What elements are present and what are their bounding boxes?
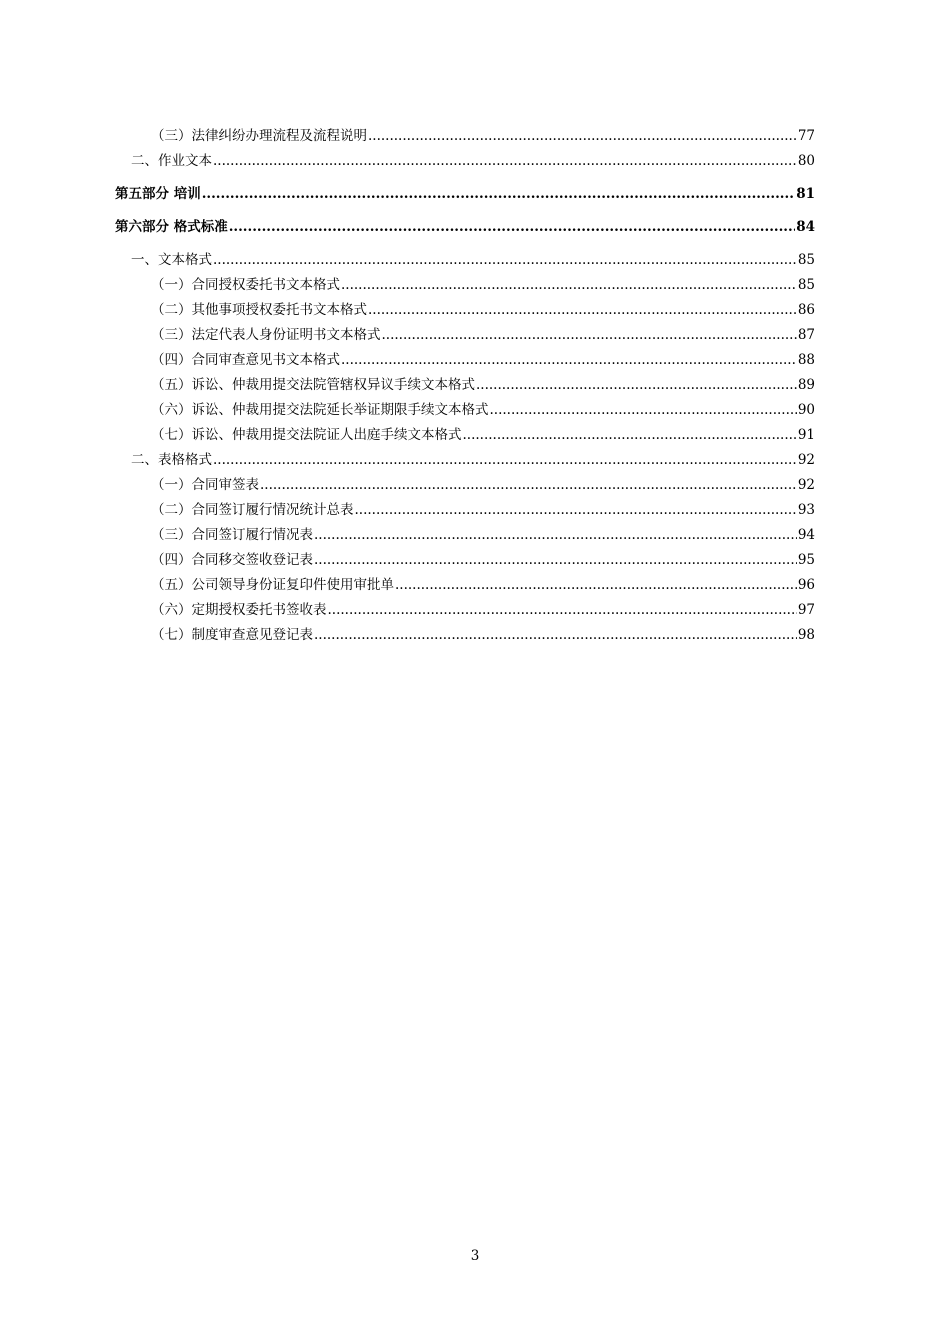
toc-dot-leader bbox=[382, 323, 797, 348]
toc-entry[interactable] bbox=[115, 398, 815, 423]
toc-entry[interactable] bbox=[115, 473, 815, 498]
toc-dot-leader bbox=[341, 273, 797, 298]
toc-dot-leader bbox=[202, 178, 796, 211]
toc-entry-label: 第五部分 培训 bbox=[115, 186, 201, 202]
toc-entry-label: 一、文本格式 bbox=[131, 252, 212, 268]
toc-entry-label: 二、表格格式 bbox=[131, 452, 212, 468]
table-of-contents bbox=[115, 124, 815, 648]
toc-entry-label: （七）制度审查意见登记表 bbox=[151, 627, 313, 643]
toc-entry-label: （三）合同签订履行情况表 bbox=[151, 527, 313, 543]
toc-entry-page: 91 bbox=[797, 427, 815, 443]
toc-dot-leader bbox=[476, 373, 797, 398]
toc-entry-label: （一）合同授权委托书文本格式 bbox=[151, 277, 340, 293]
toc-entry-page: 97 bbox=[797, 602, 815, 618]
toc-entry-page: 92 bbox=[797, 477, 815, 493]
toc-entry-page: 94 bbox=[797, 527, 815, 543]
toc-entry-page: 80 bbox=[797, 153, 815, 169]
toc-entry[interactable] bbox=[115, 248, 815, 273]
toc-entry-label: （五）公司领导身份证复印件使用审批单 bbox=[151, 577, 394, 593]
toc-entry[interactable] bbox=[115, 298, 815, 323]
toc-entry-page: 86 bbox=[797, 302, 815, 318]
toc-entry-label: （三）法定代表人身份证明书文本格式 bbox=[151, 327, 381, 343]
toc-entry-label: （二）合同签订履行情况统计总表 bbox=[151, 502, 354, 518]
toc-entry[interactable] bbox=[115, 423, 815, 448]
toc-part-entry[interactable] bbox=[115, 178, 815, 211]
toc-entry-page: 84 bbox=[796, 219, 815, 235]
toc-entry-label: 第六部分 格式标准 bbox=[115, 219, 228, 235]
toc-entry[interactable] bbox=[115, 273, 815, 298]
toc-dot-leader bbox=[314, 548, 797, 573]
toc-entry-label: （二）其他事项授权委托书文本格式 bbox=[151, 302, 367, 318]
toc-dot-leader bbox=[260, 473, 797, 498]
toc-entry-page: 90 bbox=[797, 402, 815, 418]
toc-entry[interactable] bbox=[115, 348, 815, 373]
toc-entry[interactable] bbox=[115, 598, 815, 623]
toc-entry[interactable] bbox=[115, 498, 815, 523]
toc-entry-label: （四）合同审查意见书文本格式 bbox=[151, 352, 340, 368]
toc-entry-page: 85 bbox=[797, 277, 815, 293]
toc-entry-page: 88 bbox=[797, 352, 815, 368]
toc-entry-page: 95 bbox=[797, 552, 815, 568]
toc-entry-page: 87 bbox=[797, 327, 815, 343]
toc-entry[interactable] bbox=[115, 448, 815, 473]
toc-entry[interactable] bbox=[115, 149, 815, 174]
toc-dot-leader bbox=[463, 423, 797, 448]
toc-entry-page: 92 bbox=[797, 452, 815, 468]
toc-entry[interactable] bbox=[115, 323, 815, 348]
toc-dot-leader bbox=[213, 149, 797, 174]
toc-entry[interactable] bbox=[115, 124, 815, 149]
toc-entry-label: （五）诉讼、仲裁用提交法院管辖权异议手续文本格式 bbox=[151, 377, 475, 393]
toc-part-entry[interactable] bbox=[115, 211, 815, 244]
toc-entry-page: 96 bbox=[797, 577, 815, 593]
toc-entry-label: （三）法律纠纷办理流程及流程说明 bbox=[151, 128, 367, 144]
toc-entry-label: （六）诉讼、仲裁用提交法院延长举证期限手续文本格式 bbox=[151, 402, 489, 418]
toc-entry-label: （七）诉讼、仲裁用提交法院证人出庭手续文本格式 bbox=[151, 427, 462, 443]
toc-entry-label: 二、作业文本 bbox=[131, 153, 212, 169]
toc-dot-leader bbox=[328, 598, 797, 623]
toc-dot-leader bbox=[368, 124, 797, 149]
toc-entry-page: 77 bbox=[797, 128, 815, 144]
toc-entry-label: （一）合同审签表 bbox=[151, 477, 259, 493]
toc-entry-label: （四）合同移交签收登记表 bbox=[151, 552, 313, 568]
toc-dot-leader bbox=[314, 623, 797, 648]
toc-dot-leader bbox=[314, 523, 797, 548]
toc-dot-leader bbox=[229, 211, 796, 244]
toc-entry[interactable] bbox=[115, 573, 815, 598]
page-number: 3 bbox=[470, 1248, 480, 1264]
toc-entry-page: 98 bbox=[797, 627, 815, 643]
toc-entry[interactable] bbox=[115, 548, 815, 573]
toc-entry[interactable] bbox=[115, 523, 815, 548]
toc-dot-leader bbox=[341, 348, 797, 373]
toc-entry-page: 85 bbox=[797, 252, 815, 268]
toc-dot-leader bbox=[490, 398, 797, 423]
toc-entry-page: 89 bbox=[797, 377, 815, 393]
toc-entry[interactable] bbox=[115, 373, 815, 398]
toc-dot-leader bbox=[213, 248, 797, 273]
toc-dot-leader bbox=[395, 573, 797, 598]
toc-entry-page: 81 bbox=[796, 186, 815, 202]
toc-entry-label: （六）定期授权委托书签收表 bbox=[151, 602, 327, 618]
toc-dot-leader bbox=[213, 448, 797, 473]
toc-entry[interactable] bbox=[115, 623, 815, 648]
toc-dot-leader bbox=[355, 498, 797, 523]
toc-dot-leader bbox=[368, 298, 797, 323]
toc-entry-page: 93 bbox=[797, 502, 815, 518]
